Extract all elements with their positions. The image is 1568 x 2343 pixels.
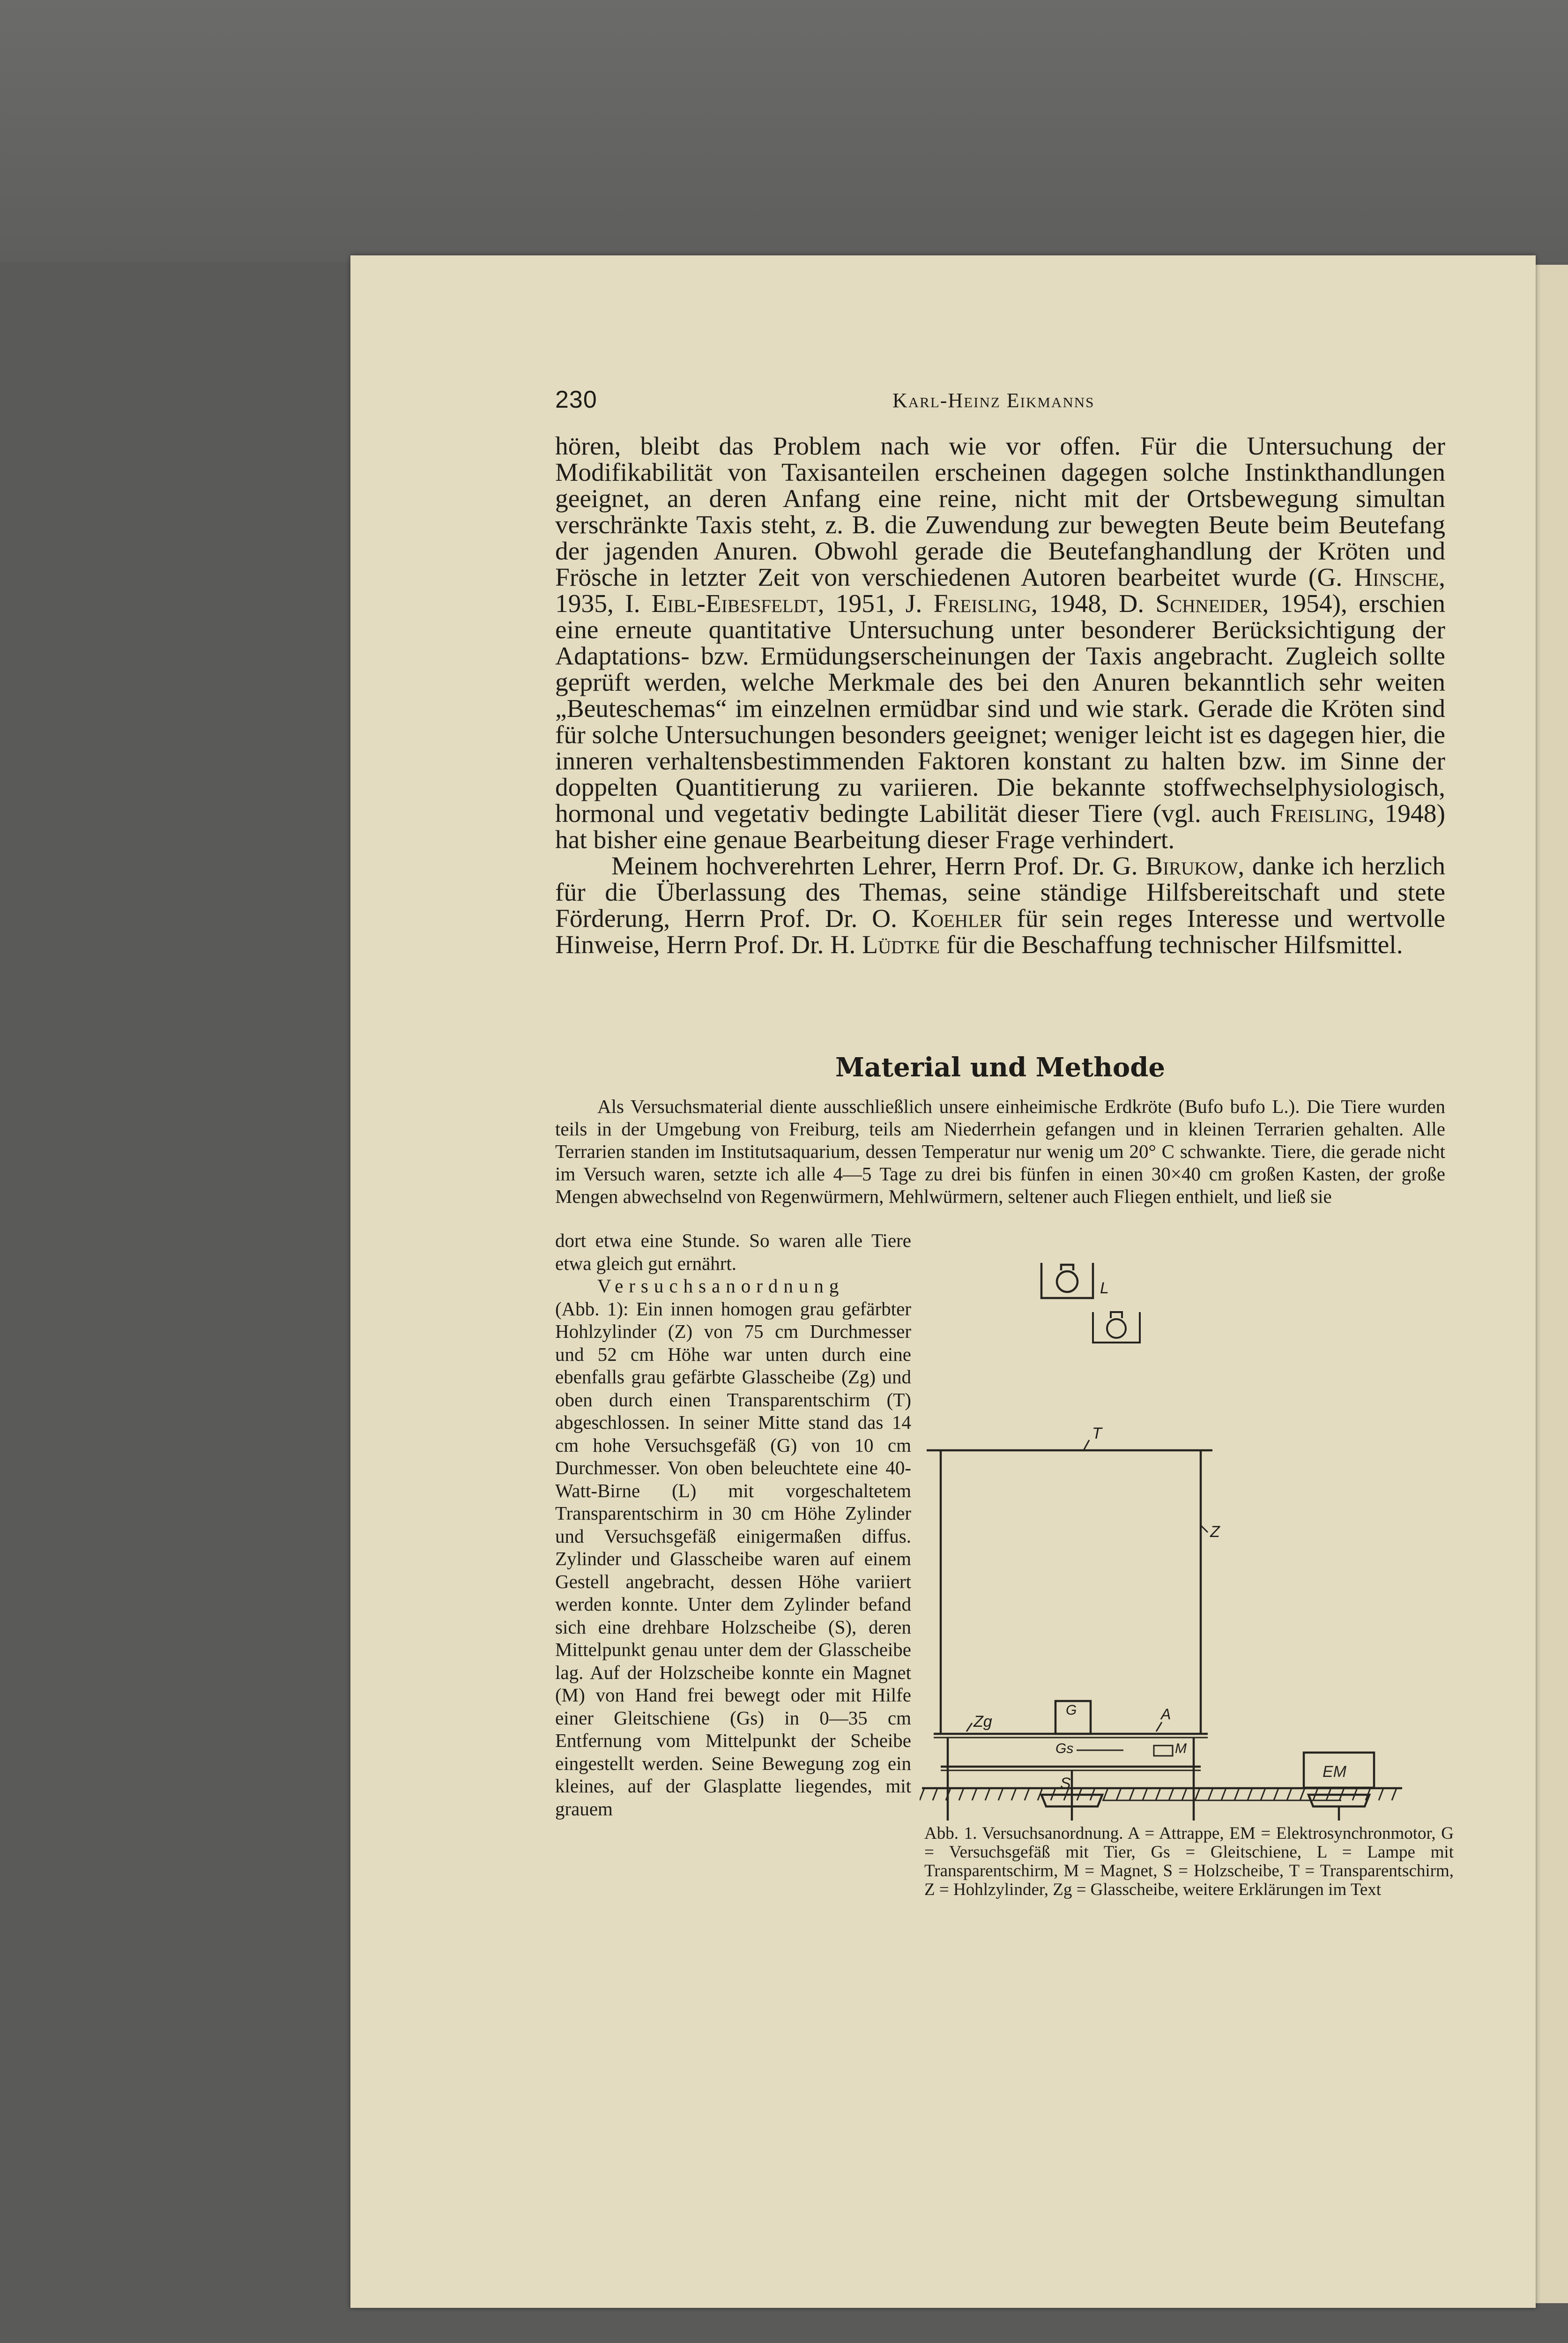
label-A: A [1161,1706,1171,1723]
running-head: Karl-Heinz Eikmanns [892,389,1095,412]
intro-text [555,433,1445,958]
methods-column: dort etwa eine Stunde. So waren alle Tiere etwa gleich gut ernährt. Versuchsanordnung (Abb. 1): Ein innen homogen grau gefärbter Hohlzylinder (Z) von 75 cm Durchmesser und 52 cm Höhe war unten durch eine ebenfalls grau gefärbte Glasscheibe (Zg) und oben durch einen Transparentschirm (T) abgeschlossen. In seiner Mitte stand das 14 cm hohe Versuchsgefäß (G) von 10 cm Durchmesser. Von oben beleuchtete eine 40-Watt-Birne (L) mit vorgeschaltetem Transparentschirm in 30 cm Höhe Zylinder und Versuchsgefäß einigermaßen diffus. Zylinder und Glasscheibe waren auf einem Gestell angebracht, dessen Höhe variiert werden konnte. Unter dem Zylinder befand sich eine drehbare Holzscheibe (S), deren Mittelpunkt genau unter dem der Glasscheibe lag. Auf der Holzscheibe konnte ein Magnet (M) von Hand frei bewegt oder mit Hilfe einer Gleitschiene (Gs) in 0—35 cm Entfernung vom Mittelpunkt der Scheibe eingestellt werden. Seine Bewegung zog ein kleines, auf der Glasplatte liegendes, mit grauem [555,1230,911,1820]
label-Zg: Zg [973,1713,992,1731]
label-EM: EM [1323,1763,1346,1781]
figure-labels [920,1263,1458,1825]
label-S: S [1060,1775,1071,1792]
section-heading: Material und Methode [835,1052,1166,1083]
label-Z: Z [1210,1523,1220,1541]
figure-caption: Abb. 1. Versuchsanordnung. A = Attrappe, EM = Elektrosynchronmotor, G = Versuchsgefäß mit Tier, Gs = Gleitschiene, L = Lampe mit Transparentschirm, M = Magnet, S = Holzscheibe, T = Transparentschirm, Z = Hohlzylinder, Zg = Glasscheibe, weitere Erklärungen im Text [924,1824,1454,1899]
label-L: L [1100,1279,1109,1297]
label-G: G [1066,1702,1077,1718]
figure-base [920,1743,1458,1837]
page-number: 230 [555,386,597,413]
label-M: M [1175,1741,1187,1756]
term-versuchsanordnung: Versuchsanordnung [597,1275,845,1297]
label-Gs: Gs [1055,1741,1074,1756]
page-header [555,386,1445,414]
methods-paragraph: Als Versuchsmaterial diente ausschließlich unsere einheimische Erdkröte (Bufo bufo L.). Die Tiere wurden teils in der Umgebung von Freiburg, teils am Niederrhein gefangen und in kleinen Terrarien gehalten. Alle Terrarien standen im Institutsaquarium, dessen Temperatur nur wenig um 20° C schwankte. Tiere, die gerade nicht im Versuch waren, setzte ich alle 4—5 Tage zu drei bis fünfen in einen 30×40 cm großen Kasten, der große Mengen abwechselnd von Regenwürmern, Mehlwürmern, seltener auch Fliegen enthielt, und ließ sie [555,1096,1445,1207]
scan-background [0,0,1568,262]
floor-hatching [920,1788,1397,1800]
paragraph-acknowledgements: Meinem hochverehrten Lehrer, Herrn Prof. Dr. G. Birukow, danke ich herzlich für die Überlassung des Themas, seine ständige Hilfsbereitschaft und stete Förderung, Herrn Prof. Dr. O. Koehler für sein reges Interesse und wertvolle Hinweise, Herrn Prof. Dr. H. Lüdtke für die Beschaffung technischer Hilfsmittel. [555,852,1445,959]
paragraph-1: hören, bleibt das Problem nach wie vor offen. Für die Untersuchung der Modifikabilität von Taxisanteilen erscheinen dagegen solche Instinkthandlungen geeignet, an deren Anfang eine reine, nicht mit der Ortsbewegung simultan verschränkte Taxis steht, z. B. die Zuwendung zur bewegten Beute beim Beutefang der jagenden Anuren. Obwohl gerade die Beutefanghandlung der Kröten und Frösche in letzter Zeit von verschiedenen Autoren bearbeitet wurde (G. Hinsche, 1935, I. Eibl-Eibesfeldt, 1951, J. Freisling, 1948, D. Schneider, 1954), erschien eine erneute quantitative Untersuchung unter besonderer Berücksichtigung der Adaptations- bzw. Ermüdungserscheinungen der Taxis angebracht. Zugleich sollte geprüft werden, welche Merkmale des bei den Anuren bekanntlich sehr weiten „Beuteschemas“ im einzelnen ermüdbar sind und wie stark. Gerade die Kröten sind für solche Untersuchungen besonders geeignet; weniger leicht ist es dagegen hier, die inneren verhaltensbestimmenden Faktoren konstant zu halten bzw. im Sinne der doppelten Quantitierung zu variieren. Die bekannte stoffwechselphysiologisch, hormonal und vegetativ bedingte Labilität dieser Tiere (vgl. auch Freisling, 1948) hat bisher eine genaue Bearbeitung dieser Frage verhindert. [555,432,1445,854]
document-page [350,255,1536,2308]
label-T: T [1092,1425,1102,1442]
